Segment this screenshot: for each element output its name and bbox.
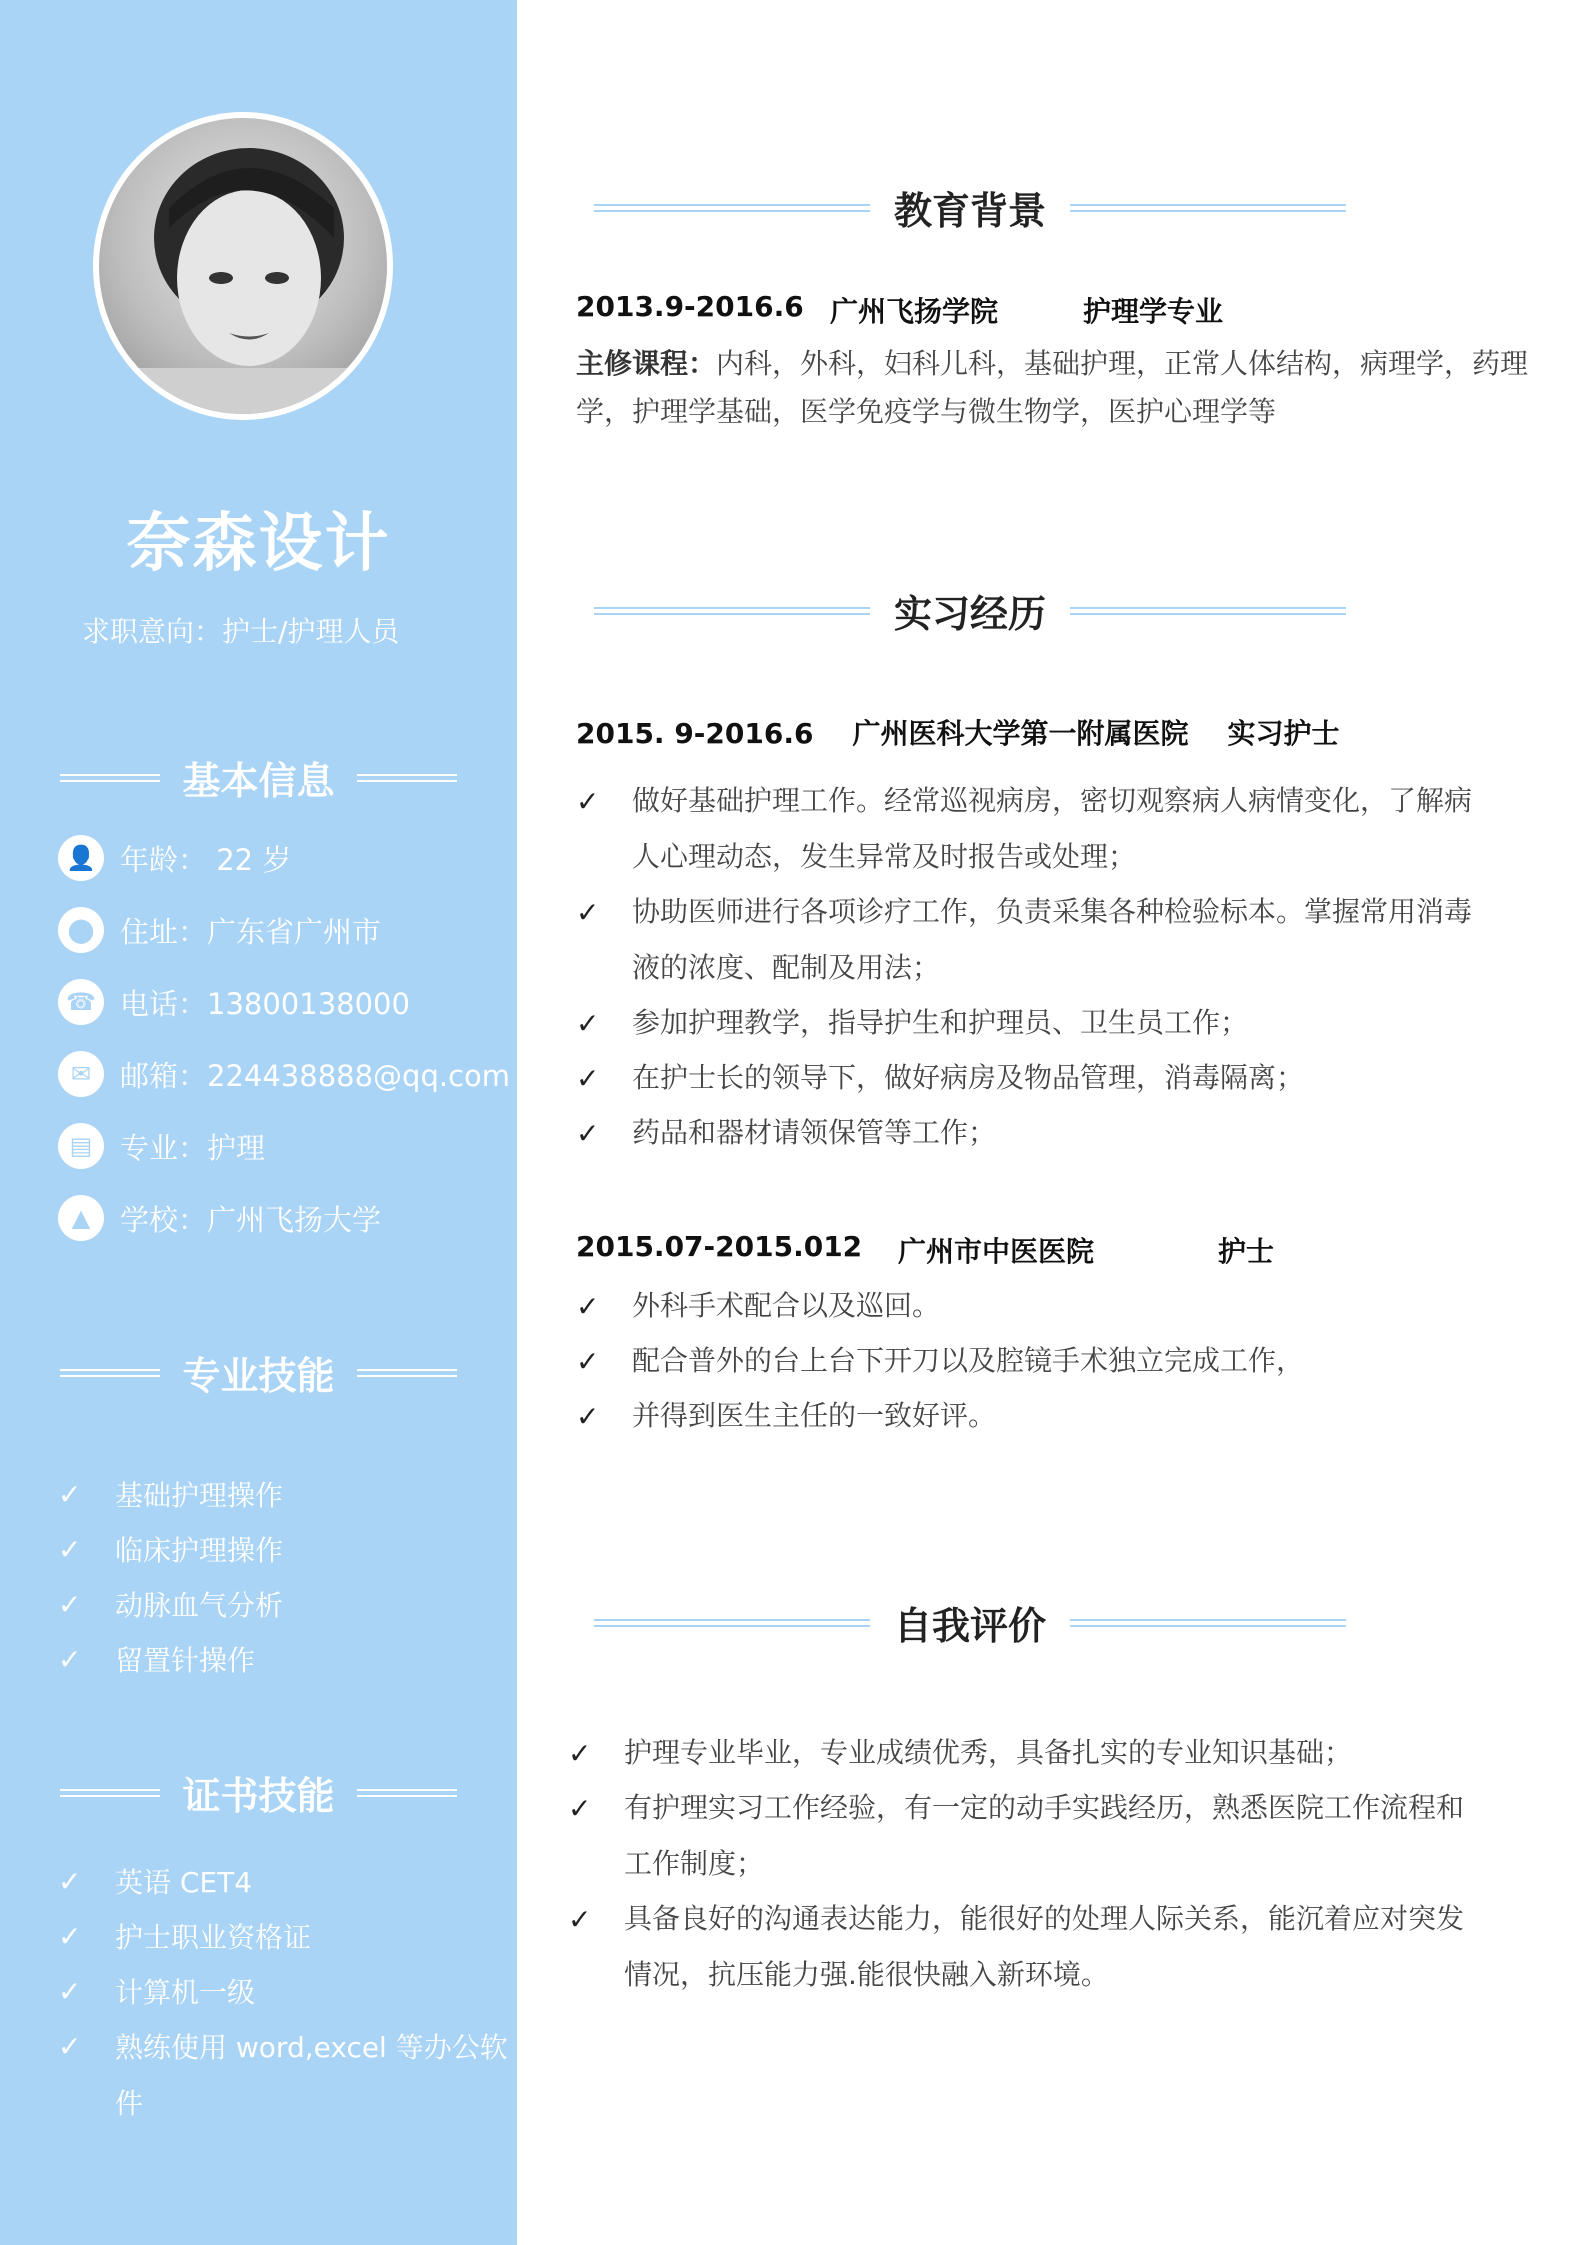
heading-divider xyxy=(60,1789,160,1797)
check-icon: ✓ xyxy=(58,1533,82,1566)
education-period: 2013.9-2016.6 xyxy=(576,290,804,323)
avatar xyxy=(93,112,393,420)
job1-item: ✓ 做好基础护理工作。经常巡视病房，密切观察病人病情变化，了解病人心理动态，发生异常及时报告或处理； xyxy=(576,785,1496,885)
info-phone: ☎ 电话：13800138000 xyxy=(58,979,410,1025)
job1-item: ✓ 参加护理教学，指导护生和护理员、卫生员工作； xyxy=(576,1007,1496,1051)
phone-icon: ☎ xyxy=(58,979,104,1025)
certificates-heading: 证书技能 xyxy=(0,1765,517,1820)
mail-icon: ✉ xyxy=(58,1051,104,1097)
education-school: 广州飞扬学院 xyxy=(830,295,999,328)
job2-period: 2015.07-2015.012 xyxy=(576,1230,863,1263)
info-address: ⬤ 住址：广东省广州市 xyxy=(58,907,381,953)
heading-divider xyxy=(1070,1619,1346,1627)
heading-divider xyxy=(357,774,457,782)
heading-divider xyxy=(357,1789,457,1797)
check-icon: ✓ xyxy=(58,1478,82,1511)
cert-item: ✓ 计算机一级 xyxy=(58,1975,525,2021)
self-eval-item: ✓ 有护理实习工作经验，有一定的动手实践经历，熟悉医院工作流程和工作制度； xyxy=(568,1792,1488,1892)
job1-header: 2015. 9-2016.6 广州医科大学第一附属医院 实习护士 xyxy=(576,717,1340,750)
job2-item: ✓ 并得到医生主任的一致好评。 xyxy=(576,1400,1496,1444)
avatar-photo xyxy=(99,118,387,414)
cert-item: ✓ 熟练使用 word,excel 等办公软件 xyxy=(58,2030,535,2132)
education-heading: 教育背景 xyxy=(580,180,1360,235)
check-icon: ✓ xyxy=(58,1643,82,1676)
check-icon: ✓ xyxy=(568,1903,592,1936)
check-icon: ✓ xyxy=(576,1400,600,1433)
check-icon: ✓ xyxy=(58,1865,82,1898)
location-icon: ⬤ xyxy=(58,907,104,953)
check-icon: ✓ xyxy=(576,1007,600,1040)
skills-heading: 专业技能 xyxy=(0,1345,517,1400)
job2-item: ✓ 配合普外的台上台下开刀以及腔镜手术独立完成工作， xyxy=(576,1345,1496,1389)
check-icon: ✓ xyxy=(58,1975,82,2008)
heading-divider xyxy=(594,1619,870,1627)
heading-divider xyxy=(1070,204,1346,212)
education-courses: 主修课程：内科，外科，妇科儿科，基础护理，正常人体结构，病理学，药理 学，护理学基础，医学免疫学与微生物学，医护心理学等 xyxy=(576,347,1529,428)
heading-divider xyxy=(60,1369,160,1377)
job1-item: ✓ 协助医师进行各项诊疗工作，负责采集各种检验标本。掌握常用消毒液的浓度、配制及用法； xyxy=(576,896,1496,996)
check-icon: ✓ xyxy=(568,1737,592,1770)
graduation-cap-icon: ▲ xyxy=(58,1195,104,1241)
info-email: ✉ 邮箱：224438888@qq.com xyxy=(58,1051,510,1097)
check-icon: ✓ xyxy=(58,2030,82,2063)
skill-item: ✓ 留置针操作 xyxy=(58,1643,525,1689)
self-eval-item: ✓ 护理专业毕业，专业成绩优秀，具备扎实的专业知识基础； xyxy=(568,1737,1488,1781)
candidate-name: 奈森设计 xyxy=(126,507,391,581)
info-school: ▲ 学校：广州飞扬大学 xyxy=(58,1195,381,1241)
internship-heading: 实习经历 xyxy=(580,583,1360,638)
job1-item: ✓ 药品和器材请领保管等工作； xyxy=(576,1117,1496,1161)
job1-item: ✓ 在护士长的领导下，做好病房及物品管理，消毒隔离； xyxy=(576,1062,1496,1106)
cert-item: ✓ 英语 CET4 xyxy=(58,1865,525,1911)
job-intent: 求职意向：护士/护理人员 xyxy=(82,615,400,648)
check-icon: ✓ xyxy=(576,896,600,929)
info-major: ▤ 专业：护理 xyxy=(58,1123,265,1169)
info-age: 👤 年龄： 22 岁 xyxy=(58,835,291,881)
check-icon: ✓ xyxy=(576,1290,600,1323)
heading-divider xyxy=(594,204,870,212)
check-icon: ✓ xyxy=(568,1792,592,1825)
heading-divider xyxy=(1070,607,1346,615)
cert-item: ✓ 护士职业资格证 xyxy=(58,1920,525,1966)
check-icon: ✓ xyxy=(576,1345,600,1378)
heading-divider xyxy=(357,1369,457,1377)
check-icon: ✓ xyxy=(576,1062,600,1095)
skill-item: ✓ 基础护理操作 xyxy=(58,1478,525,1524)
check-icon: ✓ xyxy=(58,1920,82,1953)
job2-role: 护士 xyxy=(1218,1235,1275,1268)
check-icon: ✓ xyxy=(576,785,600,818)
person-icon: 👤 xyxy=(58,835,104,881)
check-icon: ✓ xyxy=(58,1588,82,1621)
self-eval-heading: 自我评价 xyxy=(580,1595,1360,1650)
job2-item: ✓ 外科手术配合以及巡回。 xyxy=(576,1290,1496,1334)
education-major: 护理学专业 xyxy=(1083,295,1224,328)
skill-item: ✓ 动脉血气分析 xyxy=(58,1588,525,1634)
job2-place: 广州市中医医院 xyxy=(898,1235,1095,1268)
basic-info-heading: 基本信息 xyxy=(0,750,517,805)
skill-item: ✓ 临床护理操作 xyxy=(58,1533,525,1579)
heading-divider xyxy=(594,607,870,615)
self-eval-item: ✓ 具备良好的沟通表达能力，能很好的处理人际关系，能沉着应对突发情况，抗压能力强.能很快融入新环境。 xyxy=(568,1903,1488,2003)
heading-divider xyxy=(60,774,160,782)
check-icon: ✓ xyxy=(576,1117,600,1150)
book-icon: ▤ xyxy=(58,1123,104,1169)
